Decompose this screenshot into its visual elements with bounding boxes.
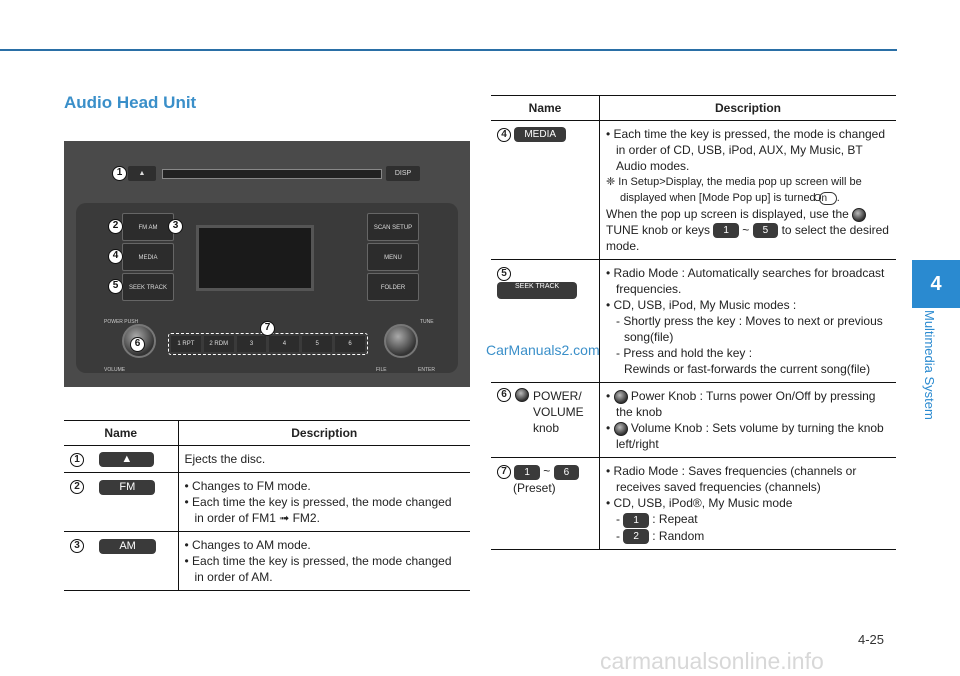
preset-3: 3 xyxy=(237,336,267,352)
item-number: 2 xyxy=(70,480,84,494)
desc-text: TUNE knob or keys xyxy=(606,223,711,237)
description-cell xyxy=(178,473,470,532)
desc-line: • Each time the key is pressed, the mode changed in order of AM. xyxy=(184,554,452,585)
seek-track-key: SEEK TRACK xyxy=(497,282,577,299)
description-cell xyxy=(600,260,897,383)
radio-screen xyxy=(196,225,314,291)
cd-slot xyxy=(162,169,382,179)
description-cell xyxy=(178,532,470,591)
disp-button-illustration: DISP xyxy=(386,166,420,181)
table-row xyxy=(64,473,470,532)
table-row xyxy=(491,121,896,260)
am-key: AM xyxy=(99,539,156,554)
preset-key-6: 6 xyxy=(554,465,580,480)
on-key: On xyxy=(819,192,837,205)
callout-7: 7 xyxy=(260,321,275,336)
bullet: • xyxy=(606,421,611,436)
name-cell xyxy=(64,473,178,532)
desc-text: to select the desired mode. xyxy=(606,223,889,254)
preset-key-5: 5 xyxy=(753,223,779,238)
callout-1: 1 xyxy=(112,166,127,181)
description-cell xyxy=(178,446,470,473)
watermark: CarManuals2.com xyxy=(486,342,600,358)
dash: - xyxy=(616,528,620,543)
page-number: 4-25 xyxy=(858,632,885,647)
desc-line: • Radio Mode : Automatically searches for broadcast frequencies. xyxy=(606,266,885,297)
desc-line: • Radio Mode : Saves frequencies (channels or receives saved frequencies (channels) xyxy=(606,464,857,495)
name-cell xyxy=(64,446,178,473)
file-label: FILE xyxy=(376,367,387,373)
name-header: Name xyxy=(491,96,600,121)
preset-1: 1 RPT xyxy=(171,336,201,352)
note-end: . xyxy=(836,192,840,204)
media-key: MEDIA xyxy=(514,127,566,142)
preset-key-1: 1 xyxy=(713,223,739,238)
item-number: 6 xyxy=(497,388,511,402)
desc-line: • Each time the key is pressed, the mode is changed in order of CD, USB, iPod, AUX, My Music, BT Audio modes. xyxy=(606,127,886,173)
desc-line: • CD, USB, iPod®, My Music mode xyxy=(606,496,793,511)
desc-text: : Random xyxy=(652,528,705,543)
footer-watermark: carmanualsonline.info xyxy=(600,648,824,674)
tilde: ~ xyxy=(742,223,750,237)
name-cell xyxy=(491,458,600,550)
table-row xyxy=(64,446,470,473)
folder-button-illustration: FOLDER xyxy=(367,273,419,301)
desc-text: When the pop up screen is displayed, use the xyxy=(606,207,849,221)
description-header: Description xyxy=(178,421,470,446)
desc-line: • Each time the key is pressed, the mode changed in order of FM1 ➟ FM2. xyxy=(184,495,452,526)
fm-am-button-illustration: FM AM xyxy=(122,213,174,241)
callout-2: 2 xyxy=(108,219,123,234)
random-key: 2 xyxy=(623,529,649,544)
power-knob-icon xyxy=(515,388,529,402)
volume-label: VOLUME xyxy=(104,367,126,373)
name-header: Name xyxy=(64,421,178,446)
desc-text: : Repeat xyxy=(652,512,698,527)
enter-label: ENTER xyxy=(418,367,435,373)
callout-4: 4 xyxy=(108,249,123,264)
preset-buttons-illustration xyxy=(168,333,368,355)
fm-key: FM xyxy=(99,480,155,495)
desc-text: Volume Knob : Sets volume by turning the knob left/right xyxy=(616,421,884,452)
power-knob-icon xyxy=(614,390,628,404)
desc-line: • Changes to FM mode. xyxy=(184,479,311,494)
seek-track-button-illustration: SEEK TRACK xyxy=(122,273,174,301)
item-number: 1 xyxy=(70,453,84,467)
repeat-key: 1 xyxy=(623,513,649,528)
note-text: ❈ In Setup>Display, the media pop up screen will be displayed when [Mode Pop up] is turned xyxy=(606,176,862,204)
item-number: 7 xyxy=(497,465,511,479)
desc-line: • CD, USB, iPod, My Music modes : xyxy=(606,298,797,313)
eject-key: ▲ xyxy=(99,452,154,467)
name-cell xyxy=(491,260,600,383)
desc-line xyxy=(606,206,890,222)
chapter-tab: 4 xyxy=(912,260,960,308)
left-table-header xyxy=(64,421,470,446)
desc-line: - Shortly press the key : Moves to next or previous song(file) xyxy=(616,314,883,345)
name-cell xyxy=(64,532,178,591)
desc-text: Power Knob : Turns power On/Off by pressing the knob xyxy=(616,389,876,420)
dash: - xyxy=(616,512,620,527)
description-cell xyxy=(600,458,897,550)
section-title: Audio Head Unit xyxy=(64,93,197,112)
item-name: (Preset) xyxy=(513,480,556,495)
desc-line: Rewinds or fast-forwards the current song(file) xyxy=(624,362,871,377)
desc-line xyxy=(606,528,890,544)
radio-illustration xyxy=(64,141,470,387)
preset-6: 6 xyxy=(335,336,365,352)
power-push-label: POWER PUSH xyxy=(104,319,139,325)
table-row xyxy=(491,383,896,458)
callout-5: 5 xyxy=(108,279,123,294)
right-table-header xyxy=(491,96,896,121)
scan-setup-button-illustration: SCAN SETUP xyxy=(367,213,419,241)
table-row xyxy=(491,458,896,550)
desc-line xyxy=(606,222,890,254)
table-row xyxy=(491,260,896,383)
preset-2: 2 RDM xyxy=(204,336,234,352)
name-cell xyxy=(491,121,600,260)
desc-line xyxy=(606,420,890,452)
header-rule xyxy=(0,49,897,51)
item-number: 3 xyxy=(70,539,84,553)
item-name: POWER/ VOLUME knob xyxy=(533,389,584,436)
bullet: • xyxy=(606,389,611,404)
menu-button-illustration: MENU xyxy=(367,243,419,271)
desc-line xyxy=(606,511,890,527)
eject-button-illustration: ▲ xyxy=(128,166,156,181)
media-button-illustration: MEDIA xyxy=(122,243,174,271)
table-row xyxy=(64,532,470,591)
item-number: 4 xyxy=(497,128,511,142)
tune-knob-illustration xyxy=(384,324,418,358)
preset-4: 4 xyxy=(269,336,299,352)
note-line xyxy=(606,174,890,206)
description-header: Description xyxy=(600,96,897,121)
preset-key-1: 1 xyxy=(514,465,540,480)
right-table xyxy=(491,95,896,550)
description-cell xyxy=(600,121,897,260)
callout-3: 3 xyxy=(168,219,183,234)
tune-label: TUNE xyxy=(420,319,434,325)
callout-6: 6 xyxy=(130,337,145,352)
chapter-label: Multimedia System xyxy=(922,310,937,420)
name-cell xyxy=(491,383,600,458)
tilde: ~ xyxy=(543,464,551,479)
preset-5: 5 xyxy=(302,336,332,352)
desc-line: • Changes to AM mode. xyxy=(184,538,311,553)
volume-knob-icon xyxy=(614,422,628,436)
description-cell xyxy=(600,383,897,458)
desc-line xyxy=(606,388,890,420)
left-table xyxy=(64,420,470,591)
desc-line: Ejects the disc. xyxy=(184,452,266,466)
desc-line: - Press and hold the key : xyxy=(616,346,753,361)
item-number: 5 xyxy=(497,267,511,281)
tune-knob-icon xyxy=(852,208,866,222)
